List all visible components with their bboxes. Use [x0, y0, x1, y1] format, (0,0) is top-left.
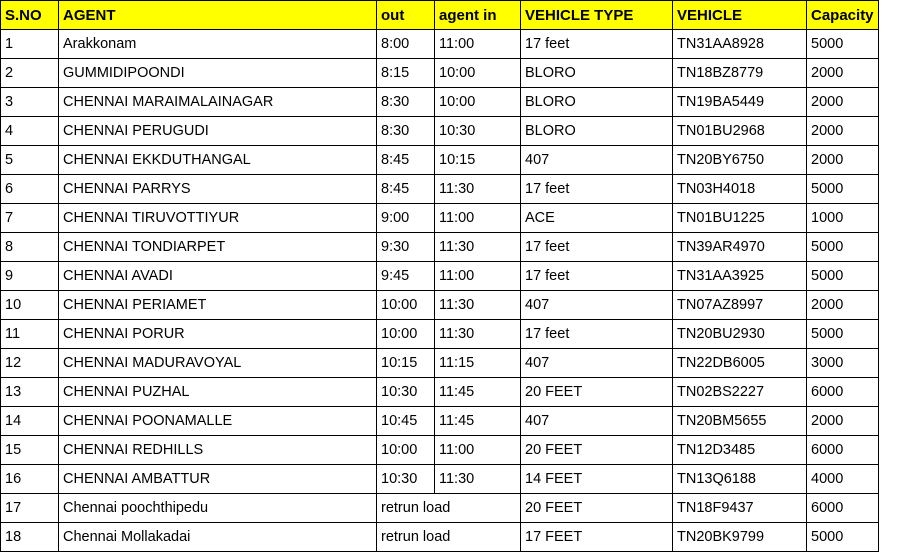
cell-out: 9:00 [377, 204, 435, 233]
column-header-capacity: Capacity [807, 1, 879, 30]
cell-agent-in: 10:15 [435, 146, 521, 175]
cell-vehicle-type: 17 feet [521, 175, 673, 204]
cell-sno: 16 [1, 465, 59, 494]
table-row [1, 262, 879, 291]
cell-agent: GUMMIDIPOONDI [59, 59, 377, 88]
cell-agent-in: 11:30 [435, 465, 521, 494]
table-row [1, 175, 879, 204]
cell-capacity: 2000 [807, 146, 879, 175]
cell-vehicle: TN02BS2227 [673, 378, 807, 407]
cell-agent-in: 11:30 [435, 233, 521, 262]
cell-sno: 10 [1, 291, 59, 320]
cell-out: retrun load [377, 523, 521, 552]
cell-out: 9:30 [377, 233, 435, 262]
cell-sno: 4 [1, 117, 59, 146]
cell-out: retrun load [377, 494, 521, 523]
cell-agent: Arakkonam [59, 30, 377, 59]
cell-vehicle-type: 407 [521, 146, 673, 175]
cell-agent-in: 11:00 [435, 30, 521, 59]
cell-sno: 6 [1, 175, 59, 204]
cell-capacity: 2000 [807, 88, 879, 117]
cell-agent: CHENNAI AVADI [59, 262, 377, 291]
cell-vehicle: TN31AA8928 [673, 30, 807, 59]
cell-sno: 7 [1, 204, 59, 233]
cell-vehicle: TN12D3485 [673, 436, 807, 465]
cell-out: 10:45 [377, 407, 435, 436]
cell-vehicle: TN07AZ8997 [673, 291, 807, 320]
cell-sno: 3 [1, 88, 59, 117]
cell-vehicle-type: 17 feet [521, 320, 673, 349]
cell-sno: 14 [1, 407, 59, 436]
cell-vehicle-type: 17 feet [521, 233, 673, 262]
cell-vehicle: TN01BU2968 [673, 117, 807, 146]
cell-vehicle: TN31AA3925 [673, 262, 807, 291]
cell-capacity: 2000 [807, 59, 879, 88]
cell-agent: CHENNAI PERUGUDI [59, 117, 377, 146]
cell-sno: 5 [1, 146, 59, 175]
cell-vehicle: TN20BY6750 [673, 146, 807, 175]
cell-out: 9:45 [377, 262, 435, 291]
cell-out: 10:00 [377, 320, 435, 349]
column-header-vehicle: VEHICLE [673, 1, 807, 30]
table-row [1, 30, 879, 59]
column-header-agent: AGENT [59, 1, 377, 30]
cell-agent: CHENNAI AMBATTUR [59, 465, 377, 494]
cell-agent: CHENNAI PERIAMET [59, 291, 377, 320]
cell-capacity: 6000 [807, 436, 879, 465]
table-row [1, 436, 879, 465]
cell-out: 10:30 [377, 465, 435, 494]
cell-capacity: 1000 [807, 204, 879, 233]
cell-agent-in: 11:00 [435, 204, 521, 233]
cell-vehicle: TN18BZ8779 [673, 59, 807, 88]
cell-vehicle-type: 407 [521, 291, 673, 320]
cell-vehicle-type: 20 FEET [521, 436, 673, 465]
cell-vehicle: TN03H4018 [673, 175, 807, 204]
cell-sno: 12 [1, 349, 59, 378]
cell-out: 10:00 [377, 291, 435, 320]
cell-sno: 11 [1, 320, 59, 349]
cell-vehicle: TN39AR4970 [673, 233, 807, 262]
cell-capacity: 5000 [807, 523, 879, 552]
cell-capacity: 6000 [807, 378, 879, 407]
cell-vehicle: TN22DB6005 [673, 349, 807, 378]
cell-capacity: 4000 [807, 465, 879, 494]
cell-vehicle: TN20BU2930 [673, 320, 807, 349]
cell-capacity: 5000 [807, 30, 879, 59]
cell-agent: Chennai Mollakadai [59, 523, 377, 552]
table-row [1, 349, 879, 378]
cell-out: 8:30 [377, 117, 435, 146]
cell-sno: 18 [1, 523, 59, 552]
cell-agent: CHENNAI MARAIMALAINAGAR [59, 88, 377, 117]
cell-vehicle-type: 17 FEET [521, 523, 673, 552]
cell-out: 10:30 [377, 378, 435, 407]
cell-agent: CHENNAI MADURAVOYAL [59, 349, 377, 378]
cell-agent: CHENNAI REDHILLS [59, 436, 377, 465]
cell-capacity: 6000 [807, 494, 879, 523]
cell-sno: 15 [1, 436, 59, 465]
cell-capacity: 3000 [807, 349, 879, 378]
cell-vehicle-type: 20 FEET [521, 494, 673, 523]
cell-agent: CHENNAI TONDIARPET [59, 233, 377, 262]
cell-agent: CHENNAI PARRYS [59, 175, 377, 204]
table-row [1, 291, 879, 320]
cell-vehicle-type: 20 FEET [521, 378, 673, 407]
cell-agent: CHENNAI PORUR [59, 320, 377, 349]
table-row [1, 117, 879, 146]
table-header-row [1, 1, 879, 30]
cell-sno: 1 [1, 30, 59, 59]
cell-out: 8:00 [377, 30, 435, 59]
table-row [1, 378, 879, 407]
cell-capacity: 5000 [807, 262, 879, 291]
cell-vehicle: TN20BM5655 [673, 407, 807, 436]
cell-agent-in: 11:30 [435, 175, 521, 204]
cell-capacity: 5000 [807, 175, 879, 204]
cell-out: 8:45 [377, 146, 435, 175]
cell-sno: 17 [1, 494, 59, 523]
cell-sno: 2 [1, 59, 59, 88]
cell-out: 8:45 [377, 175, 435, 204]
cell-vehicle: TN18F9437 [673, 494, 807, 523]
table-row [1, 320, 879, 349]
cell-sno: 13 [1, 378, 59, 407]
cell-capacity: 2000 [807, 117, 879, 146]
cell-vehicle: TN13Q6188 [673, 465, 807, 494]
table-row [1, 204, 879, 233]
table-row [1, 233, 879, 262]
cell-agent-in: 10:00 [435, 88, 521, 117]
cell-out: 8:30 [377, 88, 435, 117]
cell-vehicle-type: 407 [521, 407, 673, 436]
cell-agent-in: 11:30 [435, 291, 521, 320]
cell-agent-in: 10:30 [435, 117, 521, 146]
cell-out: 10:00 [377, 436, 435, 465]
cell-sno: 9 [1, 262, 59, 291]
cell-agent: CHENNAI PUZHAL [59, 378, 377, 407]
cell-agent: CHENNAI EKKDUTHANGAL [59, 146, 377, 175]
cell-vehicle-type: BLORO [521, 59, 673, 88]
column-header-out: out [377, 1, 435, 30]
cell-sno: 8 [1, 233, 59, 262]
table-row [1, 523, 879, 552]
column-header-agent-in: agent in [435, 1, 521, 30]
cell-agent-in: 11:00 [435, 436, 521, 465]
table-row [1, 407, 879, 436]
table-row [1, 146, 879, 175]
column-header-vehicle-type: VEHICLE TYPE [521, 1, 673, 30]
cell-agent: Chennai poochthipedu [59, 494, 377, 523]
table-body [1, 30, 879, 552]
cell-agent: CHENNAI POONAMALLE [59, 407, 377, 436]
cell-capacity: 5000 [807, 320, 879, 349]
cell-out: 10:15 [377, 349, 435, 378]
cell-capacity: 2000 [807, 407, 879, 436]
cell-vehicle-type: ACE [521, 204, 673, 233]
cell-agent-in: 11:30 [435, 320, 521, 349]
cell-agent-in: 11:15 [435, 349, 521, 378]
table-row [1, 59, 879, 88]
cell-vehicle-type: 17 feet [521, 262, 673, 291]
cell-agent-in: 10:00 [435, 59, 521, 88]
table-row [1, 465, 879, 494]
cell-capacity: 5000 [807, 233, 879, 262]
cell-vehicle: TN20BK9799 [673, 523, 807, 552]
cell-agent: CHENNAI TIRUVOTTIYUR [59, 204, 377, 233]
cell-agent-in: 11:45 [435, 407, 521, 436]
table-row [1, 494, 879, 523]
cell-vehicle: TN01BU1225 [673, 204, 807, 233]
cell-vehicle-type: 407 [521, 349, 673, 378]
column-header-sno: S.NO [1, 1, 59, 30]
cell-vehicle-type: BLORO [521, 88, 673, 117]
cell-vehicle-type: 17 feet [521, 30, 673, 59]
table-row [1, 88, 879, 117]
cell-vehicle-type: BLORO [521, 117, 673, 146]
cell-agent-in: 11:45 [435, 378, 521, 407]
cell-vehicle: TN19BA5449 [673, 88, 807, 117]
cell-capacity: 2000 [807, 291, 879, 320]
cell-out: 8:15 [377, 59, 435, 88]
cell-agent-in: 11:00 [435, 262, 521, 291]
cell-vehicle-type: 14 FEET [521, 465, 673, 494]
